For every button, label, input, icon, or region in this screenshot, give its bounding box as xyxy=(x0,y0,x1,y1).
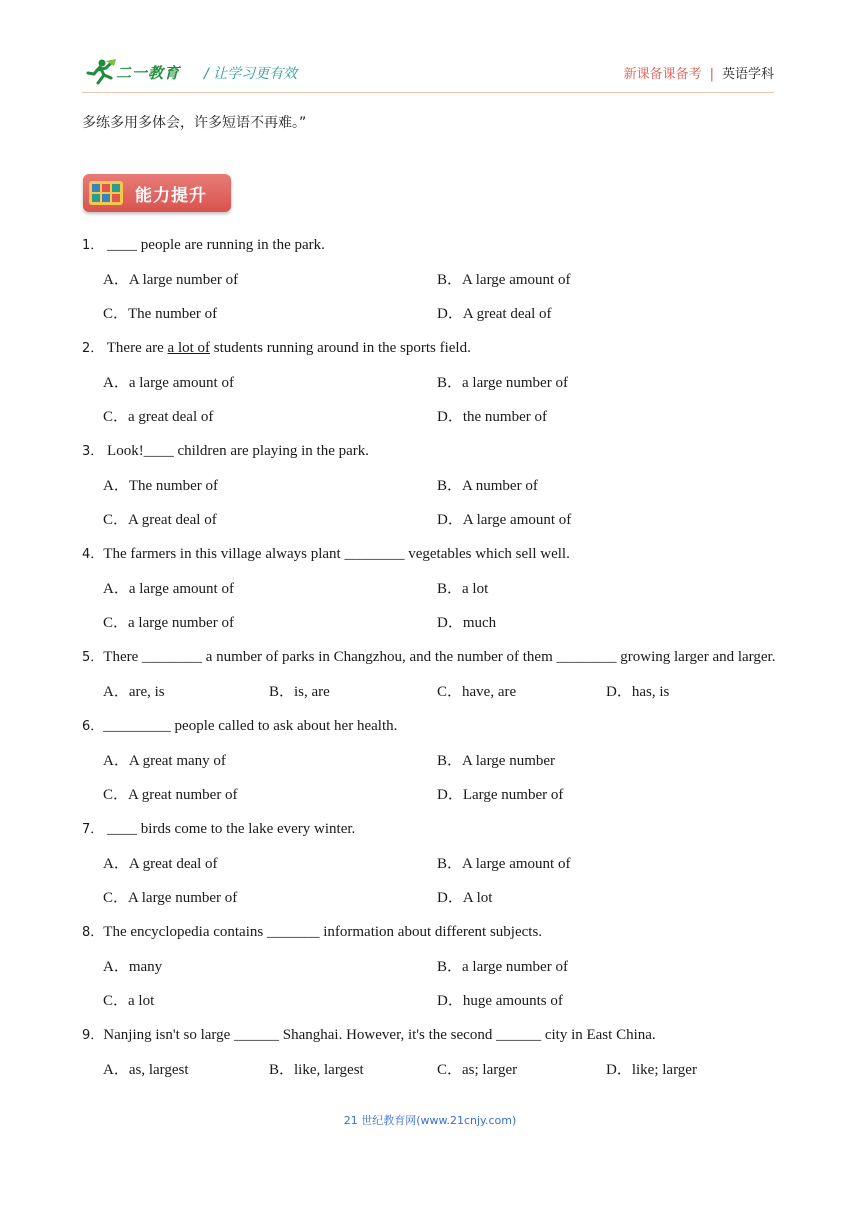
page-header xyxy=(82,56,774,92)
question-number: 2． xyxy=(82,341,104,356)
option-b: B．a lot xyxy=(437,581,489,597)
option-d: D．has, is xyxy=(606,684,670,700)
question-number: 3． xyxy=(82,444,104,459)
question-7 xyxy=(82,812,782,847)
option-a: A．a large amount of xyxy=(103,581,234,597)
option-b: B．like, largest xyxy=(269,1062,364,1078)
options-row xyxy=(82,984,782,1018)
question-8 xyxy=(82,915,782,950)
option-a: A．A great many of xyxy=(103,753,226,769)
section-banner xyxy=(83,174,231,212)
question-stem: ____ birds come to the lake every winter. xyxy=(103,821,356,837)
question-stem: The encyclopedia contains _______ information about different subjects. xyxy=(103,924,543,940)
question-4 xyxy=(82,537,782,572)
option-a: A．are, is xyxy=(103,684,165,700)
option-b: B．is, are xyxy=(269,684,330,700)
option-d: D．the number of xyxy=(437,409,547,425)
options-row xyxy=(82,400,782,434)
question-stem: The farmers in this village always plant ________ vegetables which sell well. xyxy=(103,546,570,562)
course-tag: 新课备课备考 xyxy=(623,67,702,82)
option-b: B．A large amount of xyxy=(437,856,571,872)
option-b: B．A large number xyxy=(437,753,556,769)
options-row xyxy=(82,675,782,709)
option-c: C．as; larger xyxy=(437,1062,518,1078)
options-row xyxy=(82,778,782,812)
options-row xyxy=(82,572,782,606)
logo xyxy=(82,58,192,88)
underlined-phrase: a lot of xyxy=(167,340,211,356)
question-stem: Nanjing isn't so large ______ Shanghai. However, it's the second ______ city in East China. xyxy=(103,1027,656,1043)
option-d: D．like; larger xyxy=(606,1062,697,1078)
option-a: A．a large amount of xyxy=(103,375,234,391)
option-d: D．A lot xyxy=(437,890,493,906)
question-number: 7． xyxy=(82,822,104,837)
option-c: C．A large number of xyxy=(103,890,238,906)
question-stem: There ________ a number of parks in Changzhou, and the number of them ________ growing larger and larger. xyxy=(103,649,776,665)
question-list xyxy=(82,228,782,1087)
options-row xyxy=(82,950,782,984)
option-c: C．a great deal of xyxy=(103,409,214,425)
options-row xyxy=(82,263,782,297)
option-d: D．A large amount of xyxy=(437,512,572,528)
option-d: D．Large number of xyxy=(437,787,564,803)
question-stem: ____ people are running in the park. xyxy=(103,237,325,253)
intro-text: 多练多用多体会，许多短语不再难。” xyxy=(82,115,307,131)
option-c: C．a large number of xyxy=(103,615,234,631)
option-a: A．The number of xyxy=(103,478,218,494)
logo-text: 二一教育 xyxy=(116,64,181,82)
option-b: B．a large number of xyxy=(437,375,568,391)
options-row xyxy=(82,1053,782,1087)
question-number: 1． xyxy=(82,238,104,253)
options-row xyxy=(82,606,782,640)
question-1 xyxy=(82,228,782,263)
options-row xyxy=(82,744,782,778)
section-title: 能力提升 xyxy=(135,186,207,206)
option-c: C．a lot xyxy=(103,993,155,1009)
option-b: B．a large number of xyxy=(437,959,568,975)
option-c: C．have, are xyxy=(437,684,517,700)
question-9 xyxy=(82,1018,782,1053)
option-c: C．A great deal of xyxy=(103,512,217,528)
question-5 xyxy=(82,640,782,675)
options-row xyxy=(82,297,782,331)
question-number: 8． xyxy=(82,925,104,940)
header-tags xyxy=(624,63,774,82)
option-b: B．A number of xyxy=(437,478,538,494)
option-d: D．much xyxy=(437,615,497,631)
option-a: A．A large number of xyxy=(103,272,239,288)
option-a: A．as, largest xyxy=(103,1062,189,1078)
subject-tag: 英语学科 xyxy=(721,67,774,82)
slogan: / 让学习更有效 xyxy=(204,66,298,82)
options-row xyxy=(82,881,782,915)
question-stem: _________ people called to ask about her health. xyxy=(103,718,398,734)
option-c: C．A great number of xyxy=(103,787,238,803)
option-d: D．A great deal of xyxy=(437,306,552,322)
header-separator: | xyxy=(709,67,714,82)
question-stem: students running around in the sports field. xyxy=(210,340,471,356)
question-stem: There are xyxy=(103,340,168,356)
question-2 xyxy=(82,331,782,366)
question-number: 5． xyxy=(82,650,104,665)
question-number: 4． xyxy=(82,547,104,562)
option-a: A．many xyxy=(103,959,163,975)
options-row xyxy=(82,366,782,400)
question-stem: Look!____ children are playing in the park. xyxy=(103,443,370,459)
header-divider xyxy=(82,92,774,93)
question-6 xyxy=(82,709,782,744)
question-3 xyxy=(82,434,782,469)
option-b: B．A large amount of xyxy=(437,272,571,288)
option-a: A．A great deal of xyxy=(103,856,218,872)
page-footer: 21 世纪教育网(www.21cnjy.com) xyxy=(343,1114,517,1127)
options-row xyxy=(82,847,782,881)
question-number: 6． xyxy=(82,719,104,734)
runner-logo-icon xyxy=(84,58,118,86)
blocks-icon xyxy=(89,181,123,205)
option-c: C．The number of xyxy=(103,306,218,322)
option-d: D．huge amounts of xyxy=(437,993,563,1009)
options-row xyxy=(82,469,782,503)
options-row xyxy=(82,503,782,537)
question-number: 9． xyxy=(82,1028,104,1043)
